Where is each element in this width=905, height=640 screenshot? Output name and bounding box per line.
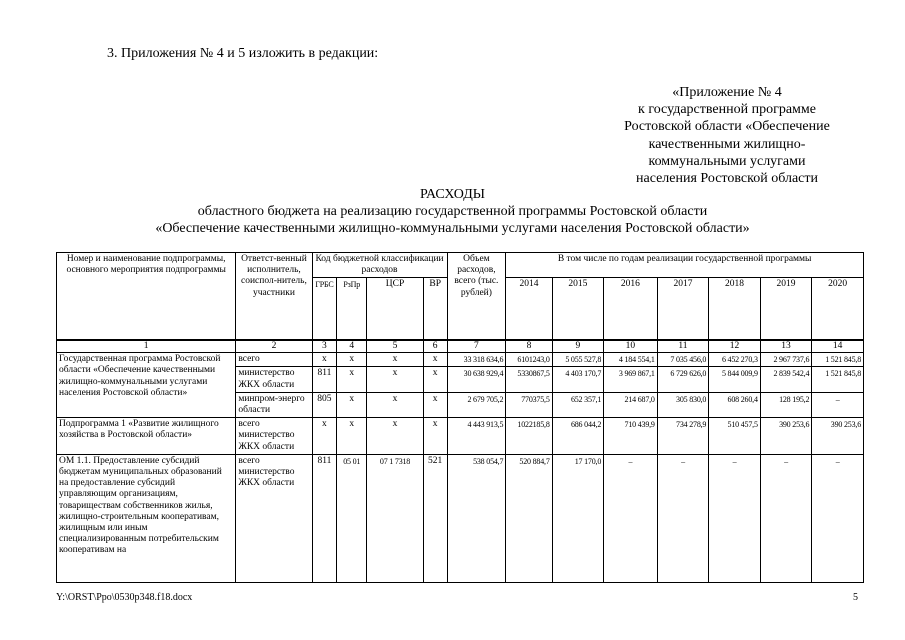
appendix-line: «Приложение № 4 [672, 85, 782, 100]
cell-year: 608 260,4 [709, 392, 761, 417]
column-number: 7 [447, 340, 506, 353]
footer-file-path: Y:\ORST\Ppo\0530p348.f18.docx [56, 592, 193, 603]
cell-grbs: х [312, 418, 337, 455]
cell-total: 538 054,7 [447, 454, 506, 582]
table-row [57, 353, 864, 367]
cell-rzpr: х [337, 392, 367, 417]
cell-year: 5330867,5 [506, 367, 552, 392]
cell-csr: 07 1 7318 [367, 454, 424, 582]
cell-year: – [709, 454, 761, 582]
table-row [57, 418, 864, 455]
expenses-table [56, 252, 864, 583]
header-grbs: ГРБС [312, 278, 337, 340]
column-number: 14 [812, 340, 864, 353]
cell-csr: х [367, 353, 424, 367]
appendix-header [607, 84, 847, 187]
cell-year: 734 278,9 [657, 418, 709, 455]
table-header-row [57, 253, 864, 278]
header-year: 2016 [604, 278, 658, 340]
header-vr: ВР [423, 278, 447, 340]
column-number: 3 [312, 340, 337, 353]
cell-year: 4 184 554,1 [604, 353, 658, 367]
cell-year: 128 195,2 [760, 392, 812, 417]
appendix-line: к государственной программе [638, 102, 816, 118]
header-executor: Ответст-венный исполнитель, соиспол-нитель, участники [236, 253, 312, 340]
header-name: Номер и наименование подпрограммы, основного мероприятия подпрограммы [57, 253, 236, 340]
cell-year: 1022185,8 [506, 418, 552, 455]
cell-grbs: 811 [312, 454, 337, 582]
cell-total: 2 679 705,2 [447, 392, 506, 417]
intro-text: 3. Приложения № 4 и 5 изложить в редакции: [107, 46, 379, 61]
cell-year: – [812, 454, 864, 582]
cell-rzpr: 05 01 [337, 454, 367, 582]
appendix-line: коммунальными услугами [648, 153, 806, 169]
cell-year: 510 457,5 [709, 418, 761, 455]
row-executor: минпром-энерго области [236, 392, 312, 417]
cell-year: 652 357,1 [552, 392, 604, 417]
column-number: 13 [760, 340, 812, 353]
row-executor: всего министерство ЖКХ области [236, 418, 312, 455]
column-number: 4 [337, 340, 367, 353]
column-number: 2 [236, 340, 312, 353]
cell-year: 4 403 170,7 [552, 367, 604, 392]
cell-vr: 521 [423, 454, 447, 582]
cell-year: 305 830,0 [657, 392, 709, 417]
cell-vr: х [423, 392, 447, 417]
document-subtitle-program: «Обеспечение качественными жилищно-коммунальными услугами населения Ростовской области» [155, 221, 750, 236]
column-number: 10 [604, 340, 658, 353]
header-year: 2019 [760, 278, 812, 340]
column-number: 8 [506, 340, 552, 353]
header-years-group: В том числе по годам реализации государственной программы [506, 253, 864, 278]
column-number: 11 [657, 340, 709, 353]
row-executor: министерство ЖКХ области [236, 367, 312, 392]
cell-year: – [812, 392, 864, 417]
cell-year: – [657, 454, 709, 582]
column-number: 12 [709, 340, 761, 353]
cell-year: – [760, 454, 812, 582]
row-name: Государственная программа Ростовской области «Обеспечение качественными жилищно-коммунальными услугами населения Ростовской области» [57, 353, 236, 418]
cell-year: 520 884,7 [506, 454, 552, 582]
page-number: 5 [853, 592, 858, 603]
cell-year: 2 839 542,4 [760, 367, 812, 392]
cell-year: 390 253,6 [812, 418, 864, 455]
header-year: 2014 [506, 278, 552, 340]
cell-total: 4 443 913,5 [447, 418, 506, 455]
cell-year: 214 687,0 [604, 392, 658, 417]
cell-csr: х [367, 392, 424, 417]
cell-vr: х [423, 418, 447, 455]
header-year: 2015 [552, 278, 604, 340]
cell-year: 710 439,9 [604, 418, 658, 455]
cell-year: 770375,5 [506, 392, 552, 417]
cell-rzpr: х [337, 367, 367, 392]
column-number: 1 [57, 340, 236, 353]
row-executor: всего министерство ЖКХ области [236, 454, 312, 582]
header-csr: ЦСР [367, 278, 424, 340]
cell-grbs: 805 [312, 392, 337, 417]
column-number: 6 [423, 340, 447, 353]
header-year: 2020 [812, 278, 864, 340]
row-name: Подпрограмма 1 «Развитие жилищного хозяйства в Ростовской области» [57, 418, 236, 455]
cell-grbs: х [312, 353, 337, 367]
cell-year: 1 521 845,8 [812, 367, 864, 392]
cell-year: 6 729 626,0 [657, 367, 709, 392]
cell-year: 5 055 527,8 [552, 353, 604, 367]
row-name: ОМ 1.1. Предоставление субсидий бюджетам муниципальных образований на предоставление субсидий управляющим организациям, товариществам собственников жилья, жилищно-строительным кооперативам, жилищным или иным специализированным потребительским кооперативам на [57, 454, 236, 582]
header-year: 2017 [657, 278, 709, 340]
header-rzpr: РзПр [337, 278, 367, 340]
cell-year: 686 044,2 [552, 418, 604, 455]
cell-year: 6 452 270,3 [709, 353, 761, 367]
cell-vr: х [423, 367, 447, 392]
cell-year: 7 035 456,0 [657, 353, 709, 367]
cell-year: 6101243,0 [506, 353, 552, 367]
column-number: 5 [367, 340, 424, 353]
cell-year: 390 253,6 [760, 418, 812, 455]
cell-csr: х [367, 367, 424, 392]
header-total: Объем расходов, всего (тыс. рублей) [447, 253, 506, 340]
header-code: Код бюджетной классификации расходов [312, 253, 447, 278]
row-executor: всего [236, 353, 312, 367]
cell-rzpr: х [337, 418, 367, 455]
cell-year: 5 844 009,9 [709, 367, 761, 392]
document-title: РАСХОДЫ [420, 187, 485, 202]
cell-csr: х [367, 418, 424, 455]
cell-vr: х [423, 353, 447, 367]
cell-year: 1 521 845,8 [812, 353, 864, 367]
cell-total: 33 318 634,6 [447, 353, 506, 367]
column-number: 9 [552, 340, 604, 353]
appendix-line: населения Ростовской области [636, 171, 818, 187]
appendix-line: Ростовской области «Обеспечение [624, 119, 830, 135]
cell-year: 3 969 867,1 [604, 367, 658, 392]
column-number-row [57, 340, 864, 353]
cell-rzpr: х [337, 353, 367, 367]
cell-year: – [604, 454, 658, 582]
appendix-line: качественными жилищно- [648, 136, 806, 152]
cell-year: 17 170,0 [552, 454, 604, 582]
cell-grbs: 811 [312, 367, 337, 392]
cell-total: 30 638 929,4 [447, 367, 506, 392]
table-row [57, 454, 864, 582]
cell-year: 2 967 737,6 [760, 353, 812, 367]
document-subtitle: областного бюджета на реализацию государственной программы Ростовской области [197, 204, 708, 219]
header-year: 2018 [709, 278, 761, 340]
